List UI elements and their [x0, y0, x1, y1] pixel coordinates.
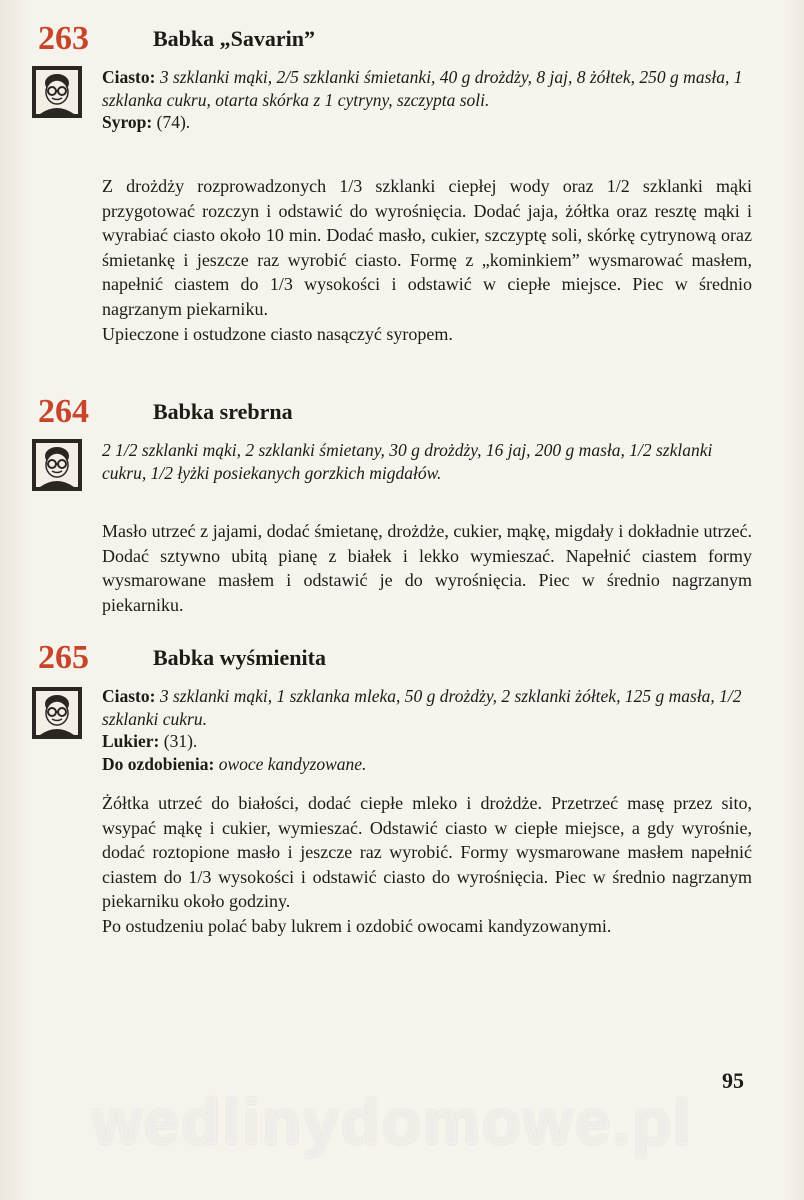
watermark: wedlinydomowe.pl	[92, 1086, 693, 1158]
recipe-title: Babka srebrna	[153, 399, 293, 424]
decoration-value: owoce kandyzowane.	[218, 753, 367, 774]
recipe-title: Babka wyśmienita	[153, 645, 326, 670]
syrup-label: Syrop:	[102, 112, 153, 132]
recipe-number: 263	[38, 20, 89, 57]
ingredients-label: Ciasto:	[102, 67, 156, 87]
icing-ref: (31).	[163, 731, 198, 751]
ingredients	[102, 66, 752, 134]
decoration-label: Do ozdobienia:	[102, 753, 215, 774]
instruction-paragraph: Po ostudzeniu polać baby lukrem i ozdobić owocami kandyzowanymi.	[102, 915, 612, 936]
ingredients-label: Ciasto:	[102, 686, 156, 706]
ingredients-list: 3 szklanki mąki, 2/5 szklanki śmietanki, 40 g drożdży, 8 jaj, 8 żółtek, 250 g masła, 1 szklanka cukru, otarta skórka z 1 cytryny, szczypta soli.	[102, 67, 743, 110]
ingredients	[102, 439, 752, 484]
ingredients-list: 2 1/2 szklanki mąki, 2 szklanki śmietany, 30 g drożdży, 16 jaj, 200 g masła, 1/2 szklanki cukru, 1/2 łyżki posiekanych gorzkich migdałów.	[102, 440, 713, 483]
chef-face-icon	[32, 687, 82, 739]
chef-face-icon	[32, 439, 82, 491]
instruction-paragraph: Żółtka utrzeć do białości, dodać ciepłe mleko i drożdże. Przetrzeć masę przez sito, wsypać mąkę i cukier, wymieszać. Odstawić ciasto w ciepłe miejsce, a gdy wyrośnie, dodać roztopione masło i jeszcze raz wyrobić. Formy wysmarowane masłem napełnić ciastem do 1/3 wysokości i odstawić ciasto do wyrośnięcia. Piec w średnio nagrzanym piekarniku około godziny.	[102, 793, 752, 912]
instruction-paragraph: Masło utrzeć z jajami, dodać śmietanę, drożdże, cukier, mąkę, migdały i dokładnie utrzeć. Dodać sztywno ubitą pianę z białek i lekko wymieszać. Napełnić ciastem formy wysmarowane masłem i odstawić je do wyrośnięcia. Piec w średnio nagrzanym piekarniku.	[102, 521, 752, 615]
recipe-number: 264	[38, 393, 89, 430]
instructions	[102, 519, 752, 617]
recipe-number: 265	[38, 639, 89, 676]
ingredients-list: 3 szklanki mąki, 1 szklanka mleka, 50 g drożdży, 2 szklanki żółtek, 125 g masła, 1/2 szklanki cukru.	[102, 686, 742, 729]
instruction-paragraph: Upieczone i ostudzone ciasto nasączyć syropem.	[102, 323, 453, 344]
instructions	[102, 174, 752, 346]
chef-face-icon	[32, 66, 82, 118]
recipe-title: Babka „Savarin”	[153, 26, 315, 51]
instructions	[102, 791, 752, 939]
syrup-ref: (74).	[156, 112, 191, 132]
icing-label: Lukier:	[102, 731, 160, 751]
instruction-paragraph: Z drożdży rozprowadzonych 1/3 szklanki ciepłej wody oraz 1/2 szklanki mąki przygotować rozczyn i odstawić do wyrośnięcia. Dodać jaja, żółtka oraz resztę mąki i wyrabiać ciasto około 10 min. Dodać masło, cukier, szczyptę soli, skórkę cytrynową oraz śmietankę i jeszcze raz wyrobić ciasto. Formę z „kominkiem” wysmarować masłem, napełnić ciastem do 1/3 wysokości i odstawić w ciepłe miejsce. Piec w średnio nagrzanym piekarniku.	[102, 176, 752, 319]
ingredients	[102, 685, 752, 775]
page-number: 95	[722, 1068, 744, 1093]
